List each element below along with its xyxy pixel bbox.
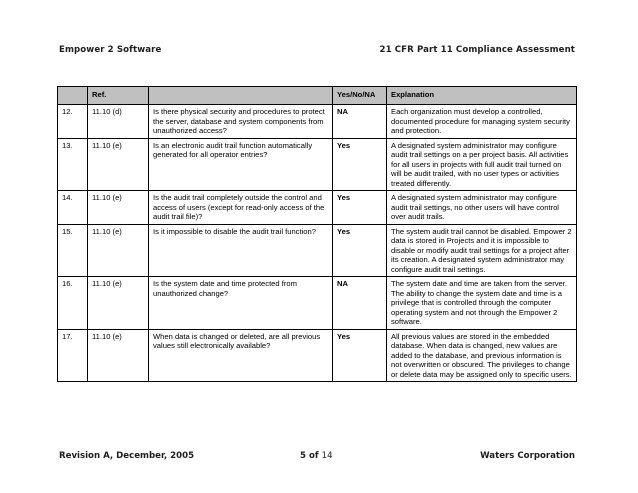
row-explanation: All previous values are stored in the embedded database. When data is changed, new values are added to the database, and previous information is not overwritten or obscured. The privileges to change or delete data may be assigned only to specific users.: [387, 329, 577, 382]
column-header-ref: Ref.: [88, 87, 149, 105]
row-number: 12.: [58, 105, 88, 139]
row-answer: Yes: [333, 329, 387, 382]
compliance-table: [57, 86, 577, 382]
page-of-label: of: [308, 451, 319, 461]
column-header-yes-no-na: Yes/No/NA: [333, 87, 387, 105]
row-answer: NA: [333, 105, 387, 139]
row-explanation: The system date and time are taken from the server. The ability to change the system date and time is a privilege that is controlled through the computer operating system and not through the Empower 2 software.: [387, 277, 577, 330]
table-row: [58, 224, 577, 277]
row-number: 14.: [58, 191, 88, 225]
row-answer: Yes: [333, 138, 387, 191]
column-header-number: [58, 87, 88, 105]
row-number: 13.: [58, 138, 88, 191]
row-question: Is the audit trail completely outside the control and access of users (except for read-only access of the audit trail file)?: [149, 191, 333, 225]
footer-company: Waters Corporation: [480, 451, 575, 461]
row-explanation: A designated system administrator may configure audit trail settings on a per project basis. All activities for all users in projects with full audit trail turned on will be audit trailed, with no user types or activities treated differently.: [387, 138, 577, 191]
row-number: 15.: [58, 224, 88, 277]
row-explanation: A designated system administrator may configure audit trail settings, no other users will have control over audit trails.: [387, 191, 577, 225]
footer-revision: Revision A, December, 2005: [59, 451, 195, 461]
row-question: Is an electronic audit trail function automatically generated for all operator entries?: [149, 138, 333, 191]
table-row: [58, 191, 577, 225]
row-number: 16.: [58, 277, 88, 330]
table-header-row: [58, 87, 577, 105]
row-question: Is the system date and time protected from unauthorized change?: [149, 277, 333, 330]
row-ref: 11.10 (d): [88, 105, 149, 139]
row-answer: NA: [333, 277, 387, 330]
row-explanation: Each organization must develop a controlled, documented procedure for managing system security and protection.: [387, 105, 577, 139]
row-ref: 11.10 (e): [88, 191, 149, 225]
row-ref: 11.10 (e): [88, 224, 149, 277]
row-ref: 11.10 (e): [88, 138, 149, 191]
row-question: Is there physical security and procedures to protect the server, database and system components from unauthorized access?: [149, 105, 333, 139]
row-explanation: The system audit trail cannot be disabled. Empower 2 data is stored in Projects and it is impossible to disable or modify audit trail settings for a project after its creation. A designated system administrator may configure audit trail settings.: [387, 224, 577, 277]
footer-page-number: [300, 451, 333, 461]
column-header-explanation: Explanation: [387, 87, 577, 105]
row-number: 17.: [58, 329, 88, 382]
table-row: [58, 138, 577, 191]
page-total: 14: [321, 451, 333, 461]
row-question: Is it impossible to disable the audit trail function?: [149, 224, 333, 277]
row-question: When data is changed or deleted, are all previous values still electronically available?: [149, 329, 333, 382]
table-row: [58, 329, 577, 382]
row-answer: Yes: [333, 191, 387, 225]
row-ref: 11.10 (e): [88, 329, 149, 382]
row-ref: 11.10 (e): [88, 277, 149, 330]
column-header-question: [149, 87, 333, 105]
header-section-title: 21 CFR Part 11 Compliance Assessment: [379, 45, 575, 55]
page-current: 5: [300, 451, 306, 461]
table-row: [58, 105, 577, 139]
row-answer: Yes: [333, 224, 387, 277]
table-row: [58, 277, 577, 330]
header-document-title: Empower 2 Software: [59, 45, 162, 55]
